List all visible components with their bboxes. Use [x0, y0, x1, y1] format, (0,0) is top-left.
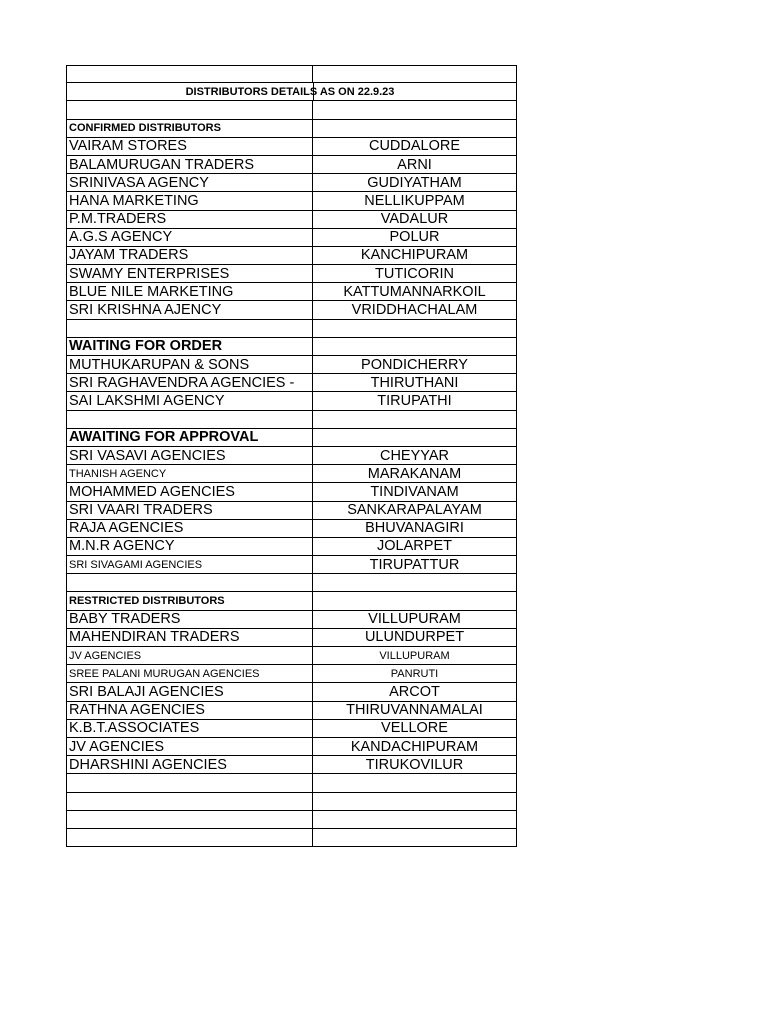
location-name: TIRUKOVILUR: [365, 756, 464, 773]
location-name: PONDICHERRY: [361, 356, 468, 373]
distributor-name: M.N.R AGENCY: [69, 538, 175, 555]
location-name: KATTUMANNARKOIL: [343, 283, 486, 300]
distributor-name-cell[interactable]: [66, 411, 313, 428]
distributor-name-cell[interactable]: [66, 611, 313, 628]
location-name: CUDDALORE: [368, 138, 461, 155]
table-row: [66, 138, 517, 156]
table-row: [66, 683, 517, 701]
table-row: [66, 447, 517, 465]
location-cell[interactable]: [313, 738, 517, 755]
distributor-name-cell[interactable]: [66, 774, 313, 791]
location-name: VRIDDHACHALAM: [351, 302, 478, 319]
distributor-name-cell[interactable]: [66, 793, 313, 810]
distributor-name-cell[interactable]: [66, 374, 313, 391]
location-cell[interactable]: [313, 283, 517, 300]
location-cell[interactable]: [313, 592, 517, 609]
distributor-name-cell[interactable]: [66, 829, 313, 846]
distributor-name-cell[interactable]: [66, 811, 313, 828]
location-name: KANCHIPURAM: [360, 247, 469, 264]
empty-row: [66, 411, 517, 429]
table-row: [66, 283, 517, 301]
distributor-name-cell[interactable]: [66, 592, 313, 609]
location-cell[interactable]: [313, 611, 517, 628]
distributor-name-cell[interactable]: [66, 338, 313, 355]
distributor-name-cell[interactable]: [66, 447, 313, 464]
location-cell[interactable]: [313, 211, 517, 228]
location-name: TIRUPATTUR: [369, 556, 460, 573]
location-cell[interactable]: [313, 265, 517, 282]
distributor-name: SRI VAARI TRADERS: [69, 502, 213, 519]
distributor-name: BABY TRADERS: [69, 611, 181, 628]
location-name: POLUR: [389, 229, 440, 246]
table-row: [66, 702, 517, 720]
distributor-name-cell[interactable]: [66, 211, 313, 228]
distributor-name: RATHNA AGENCIES: [69, 702, 205, 719]
distributor-name: SAI LAKSHMI AGENCY: [69, 392, 225, 409]
distributor-name: SRI RAGHAVENDRA AGENCIES -: [69, 374, 295, 391]
empty-row: [66, 793, 517, 811]
distributor-name-cell[interactable]: [66, 356, 313, 373]
location-name: KANDACHIPURAM: [350, 738, 479, 755]
distributor-name-cell[interactable]: [66, 229, 313, 246]
distributor-name: MOHAMMED AGENCIES: [69, 483, 235, 500]
location-cell[interactable]: [313, 411, 517, 428]
distributor-name: SRI BALAJI AGENCIES: [69, 683, 224, 700]
table-row: [66, 520, 517, 538]
location-name: TIRUPATHI: [377, 392, 452, 409]
location-cell[interactable]: [313, 829, 517, 846]
location-cell[interactable]: [313, 356, 517, 373]
location-cell[interactable]: [313, 392, 517, 409]
location-cell[interactable]: [313, 793, 517, 810]
table-row: [66, 502, 517, 520]
location-cell[interactable]: [313, 520, 517, 537]
distributor-name: SRI VASAVI AGENCIES: [69, 447, 226, 464]
table-row: [66, 538, 517, 556]
table-row: [66, 192, 517, 210]
distributor-name-cell[interactable]: [66, 538, 313, 555]
distributor-name-cell[interactable]: [66, 665, 313, 682]
location-cell[interactable]: [313, 483, 517, 500]
distributor-name-cell[interactable]: [66, 138, 313, 155]
distributor-name: SRI SIVAGAMI AGENCIES: [69, 558, 203, 571]
location-cell[interactable]: [313, 374, 517, 391]
location-name: ULUNDURPET: [364, 629, 465, 646]
distributor-name-cell[interactable]: [66, 120, 313, 137]
distributor-name-cell[interactable]: [66, 301, 313, 318]
table-row: [66, 756, 517, 774]
distributor-name-cell[interactable]: [66, 738, 313, 755]
distributor-name-cell[interactable]: [66, 156, 313, 173]
location-cell[interactable]: [313, 774, 517, 791]
table-row: [66, 374, 517, 392]
location-cell[interactable]: [313, 465, 517, 482]
location-cell[interactable]: [313, 665, 517, 682]
location-name: ARCOT: [389, 683, 440, 700]
empty-row: [66, 101, 517, 119]
location-cell[interactable]: [313, 429, 517, 446]
distributor-name: A.G.S AGENCY: [69, 229, 173, 246]
location-cell[interactable]: [313, 447, 517, 464]
distributor-name: VAIRAM STORES: [69, 138, 187, 155]
table-row: [66, 156, 517, 174]
distributor-name: SWAMY ENTERPRISES: [69, 265, 230, 282]
location-cell[interactable]: [313, 174, 517, 191]
sheet-title: DISTRIBUTORS DETAILS AS ON 22.9.23: [185, 85, 395, 98]
table-row: [66, 265, 517, 283]
table-row: [66, 720, 517, 738]
table-row: [66, 301, 517, 319]
location-name: TINDIVANAM: [370, 483, 459, 500]
location-cell[interactable]: [313, 229, 517, 246]
location-name: JOLARPET: [377, 538, 452, 555]
location-name: CHEYYAR: [379, 447, 450, 464]
location-cell[interactable]: [313, 320, 517, 337]
location-name: VILLUPURAM: [368, 611, 461, 628]
table-row: [66, 392, 517, 410]
distributor-name-cell[interactable]: [66, 429, 313, 446]
distributor-name: SREE PALANI MURUGAN AGENCIES: [69, 667, 260, 680]
table-row: [66, 483, 517, 501]
table-row: [66, 247, 517, 265]
location-name: GUDIYATHAM: [367, 174, 462, 191]
table-row: [66, 211, 517, 229]
table-row: [66, 629, 517, 647]
empty-row: [66, 774, 517, 792]
location-cell[interactable]: [313, 629, 517, 646]
distributor-name: JV AGENCIES: [69, 649, 142, 662]
location-name: TUTICORIN: [375, 265, 454, 282]
location-name: NELLIKUPPAM: [364, 192, 465, 209]
distributor-name-cell[interactable]: [66, 756, 313, 773]
table-row: [66, 465, 517, 483]
distributor-name: JAYAM TRADERS: [69, 247, 189, 264]
location-name: VILLUPURAM: [379, 649, 450, 662]
section-title: RESTRICTED DISTRIBUTORS: [69, 595, 225, 608]
distributor-name-cell[interactable]: [66, 483, 313, 500]
location-cell[interactable]: [313, 756, 517, 773]
location-cell[interactable]: [313, 683, 517, 700]
title-row: [66, 83, 517, 101]
distributor-name: BLUE NILE MARKETING: [69, 283, 234, 300]
distributor-name: DHARSHINI AGENCIES: [69, 756, 227, 773]
table-row: [66, 356, 517, 374]
distributor-name: SRI KRISHNA AJENCY: [69, 302, 222, 319]
section-header-row: [66, 592, 517, 610]
section-header-row: [66, 429, 517, 447]
location-name: VADALUR: [380, 211, 449, 228]
distributor-name-cell[interactable]: [66, 629, 313, 646]
location-cell[interactable]: [313, 502, 517, 519]
distributor-name: MAHENDIRAN TRADERS: [69, 629, 240, 646]
distributor-name-cell[interactable]: [66, 283, 313, 300]
distributor-name: HANA MARKETING: [69, 192, 199, 209]
location-name: ARNI: [397, 156, 432, 173]
location-cell[interactable]: [313, 156, 517, 173]
location-name: THIRUVANNAMALAI: [346, 702, 483, 719]
distributors-table: [66, 65, 517, 847]
location-name: BHUVANAGIRI: [365, 520, 464, 537]
distributor-name-cell[interactable]: [66, 320, 313, 337]
location-cell[interactable]: [313, 811, 517, 828]
empty-row: [66, 574, 517, 592]
table-row: [66, 556, 517, 574]
distributor-name-cell[interactable]: [66, 702, 313, 719]
distributor-name-cell[interactable]: [66, 83, 395, 100]
location-name: VELLORE: [381, 720, 448, 737]
location-name: MARAKANAM: [367, 465, 462, 482]
location-name: THIRUTHANI: [370, 374, 459, 391]
location-cell[interactable]: [313, 101, 517, 118]
distributor-name: P.M.TRADERS: [69, 211, 167, 228]
table-row: [66, 738, 517, 756]
distributor-name-cell[interactable]: [66, 556, 313, 573]
distributor-name: RAJA AGENCIES: [69, 520, 184, 537]
location-cell[interactable]: [313, 301, 517, 318]
section-title: WAITING FOR ORDER: [69, 338, 223, 355]
location-name: SANKARAPALAYAM: [347, 502, 482, 519]
empty-row: [66, 829, 517, 847]
table-row: [66, 647, 517, 665]
table-row: [66, 229, 517, 247]
empty-row: [66, 320, 517, 338]
location-cell[interactable]: [313, 247, 517, 264]
distributor-name-cell[interactable]: [66, 192, 313, 209]
location-cell[interactable]: [313, 192, 517, 209]
location-cell[interactable]: [313, 702, 517, 719]
empty-row: [66, 65, 517, 83]
distributor-name: K.B.T.ASSOCIATES: [69, 720, 200, 737]
distributor-name-cell[interactable]: [66, 502, 313, 519]
distributor-name-cell[interactable]: [66, 574, 313, 591]
distributor-name: SRINIVASA AGENCY: [69, 174, 209, 191]
location-cell[interactable]: [313, 556, 517, 573]
distributor-name-cell[interactable]: [66, 683, 313, 700]
distributor-name-cell[interactable]: [66, 720, 313, 737]
empty-row: [66, 811, 517, 829]
distributor-name-cell[interactable]: [66, 465, 313, 482]
location-cell[interactable]: [313, 66, 517, 82]
distributor-name-cell[interactable]: [66, 520, 313, 537]
section-title: AWAITING FOR APPROVAL: [69, 429, 259, 446]
location-name: PANRUTI: [390, 667, 439, 680]
distributor-name: JV AGENCIES: [69, 738, 165, 755]
distributor-name-cell[interactable]: [66, 647, 313, 664]
distributor-name-cell[interactable]: [66, 247, 313, 264]
section-header-row: [66, 120, 517, 138]
location-cell[interactable]: [313, 720, 517, 737]
table-row: [66, 174, 517, 192]
location-cell[interactable]: [313, 574, 517, 591]
table-row: [66, 611, 517, 629]
section-title: CONFIRMED DISTRIBUTORS: [69, 122, 221, 135]
distributor-name: BALAMURUGAN TRADERS: [69, 156, 255, 173]
location-cell[interactable]: [313, 647, 517, 664]
distributor-name: MUTHUKARUPAN & SONS: [69, 356, 250, 373]
distributor-name-cell[interactable]: [66, 392, 313, 409]
distributor-name-cell[interactable]: [66, 101, 313, 118]
location-cell[interactable]: [313, 538, 517, 555]
location-cell[interactable]: [313, 120, 517, 137]
section-header-row: [66, 338, 517, 356]
table-row: [66, 665, 517, 683]
distributor-name-cell[interactable]: [66, 265, 313, 282]
location-cell[interactable]: [313, 138, 517, 155]
distributor-name: THANISH AGENCY: [69, 467, 167, 480]
location-cell[interactable]: [313, 338, 517, 355]
distributor-name-cell[interactable]: [66, 174, 313, 191]
distributor-name-cell[interactable]: [66, 66, 313, 82]
